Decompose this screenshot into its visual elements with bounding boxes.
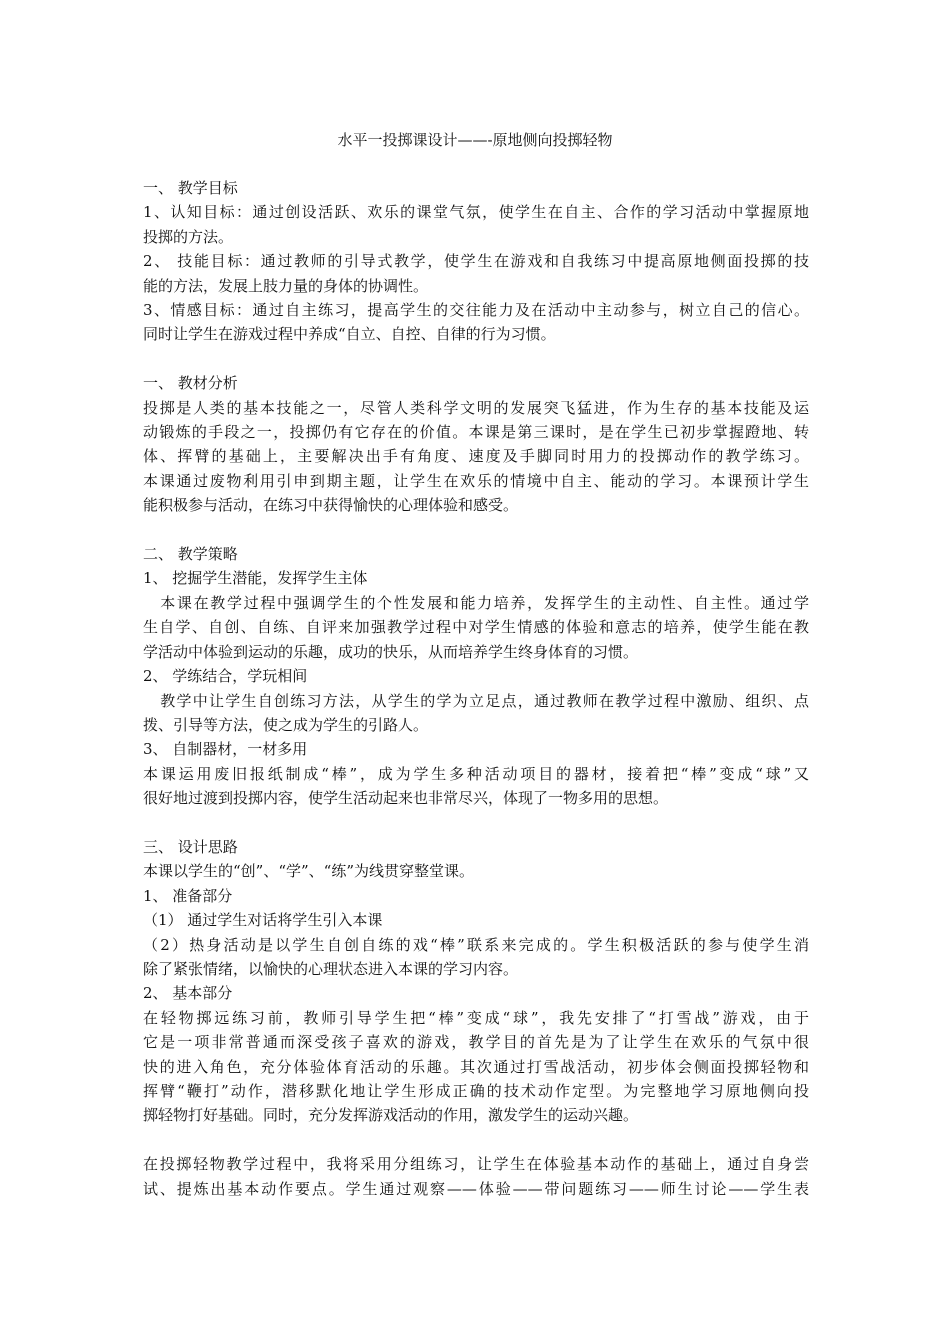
body-line: 投掷的方法。 [143,227,234,246]
body-line: 教学中让学生自创练习方法，从学生的学为立足点，通过教师在教学过程中激励、组织、点 [160,691,809,710]
body-line: 能积极参与活动，在练习中获得愉快的心理体验和感受。 [143,496,519,515]
body-line: 掷轻物打好基础。同时，充分发挥游戏活动的作用，激发学生的运动兴趣。 [143,1106,639,1125]
heading-design-ideas: 三、 设计思路 [143,837,238,856]
body-line: 拨、引导等方法，使之成为学生的引路人。 [143,715,429,734]
body-line: 除了紧张情绪，以愉快的心理状态进入本课的学习内容。 [143,959,519,978]
heading-teaching-strategy: 二、 教学策略 [143,545,238,564]
body-line: 快的进入角色，充分体验体育活动的乐趣。其次通过打雪战活动，初步体会侧面投掷轻物和 [143,1057,809,1076]
body-line: 试、提炼出基本动作要点。学生通过观察——体验——带问题练习——师生讨论——学生表 [143,1179,809,1198]
subheading: 1、 准备部分 [143,886,233,905]
subheading: 1、 挖掘学生潜能，发挥学生主体 [143,569,368,588]
body-line: 投掷是人类的基本技能之一，尽管人类科学文明的发展突飞猛进，作为生存的基本技能及运 [143,398,809,417]
body-line: 能的方法，发展上肢力量的身体的协调性。 [143,276,429,295]
body-line: 本课通过废物利用引申到期主题，让学生在欢乐的情境中自主、能动的学习。本课预计学生 [143,471,809,490]
body-line: 它是一项非常普通而深受孩子喜欢的游戏，教学目的首先是为了让学生在欢乐的气氛中很 [143,1033,809,1052]
paragraph-gap [143,347,809,371]
body-line: 本课以学生的“创”、“学”、“练”为线贯穿整堂课。 [143,862,475,881]
body-line: 很好地过渡到投掷内容，使学生活动起来也非常尽兴，体现了一物多用的思想。 [143,789,669,808]
document-body [143,176,809,1201]
paragraph-gap [143,518,809,542]
body-line: 挥臂“鞭打”动作，潜移默化地让学生形成正确的技术动作定型。为完整地学习原地侧向投 [143,1081,809,1100]
body-line: 生自学、自创、自练、自评来加强教学过程中对学生情感的体验和意志的培养，使学生能在教 [143,618,809,637]
subheading: 2、 基本部分 [143,984,233,1003]
body-line: 同时让学生在游戏过程中养成“自立、自控、自律的行为习惯。 [143,325,556,344]
heading-material-analysis: 一、 教材分析 [143,374,238,393]
body-line: （2）热身活动是以学生自创自练的戏“棒”联系来完成的。学生积极活跃的参与使学生消 [143,935,809,954]
body-line: 在轻物掷远练习前，教师引导学生把“棒”变成“球”，我先安排了“打雪战”游戏，由于 [143,1008,809,1027]
body-line: （1） 通过学生对话将学生引入本课 [143,911,383,930]
body-line: 在投掷轻物教学过程中，我将采用分组练习，让学生在体验基本动作的基础上，通过自身尝 [143,1155,809,1174]
body-line: 体、挥臂的基础上，主要解决出手有角度、速度及手脚同时用力的投掷动作的教学练习。 [143,447,809,466]
document-title: 水平一投掷课设计——-原地侧向投掷轻物 [337,131,613,149]
paragraph-gap [143,811,809,835]
body-line: 学活动中体验到运动的乐趣，成功的快乐，从而培养学生终身体育的习惯。 [143,642,639,661]
body-line: 3、情感目标：通过自主练习，提高学生的交往能力及在活动中主动参与，树立自己的信心。 [143,301,809,320]
body-line: 本课运用废旧报纸制成“棒”，成为学生多种活动项目的器材，接着把“棒”变成“球”又 [143,764,809,783]
body-line: 2、 技能目标：通过教师的引导式教学，使学生在游戏和自我练习中提高原地侧面投掷的技 [143,252,809,271]
body-line: 动锻炼的手段之一，投掷仍有它存在的价值。本课是第三课时，是在学生已初步掌握蹬地、转 [143,423,809,442]
heading-teaching-goals: 一、 教学目标 [143,179,238,197]
body-line: 1、认知目标：通过创设活跃、欢乐的课堂气氛，使学生在自主、合作的学习活动中掌握原地 [143,203,809,222]
subheading: 3、 自制器材，一材多用 [143,740,308,759]
subheading: 2、 学练结合，学玩相间 [143,667,308,686]
body-line: 本课在教学过程中强调学生的个性发展和能力培养，发挥学生的主动性、自主性。通过学 [160,593,809,612]
paragraph-gap [143,1128,809,1152]
